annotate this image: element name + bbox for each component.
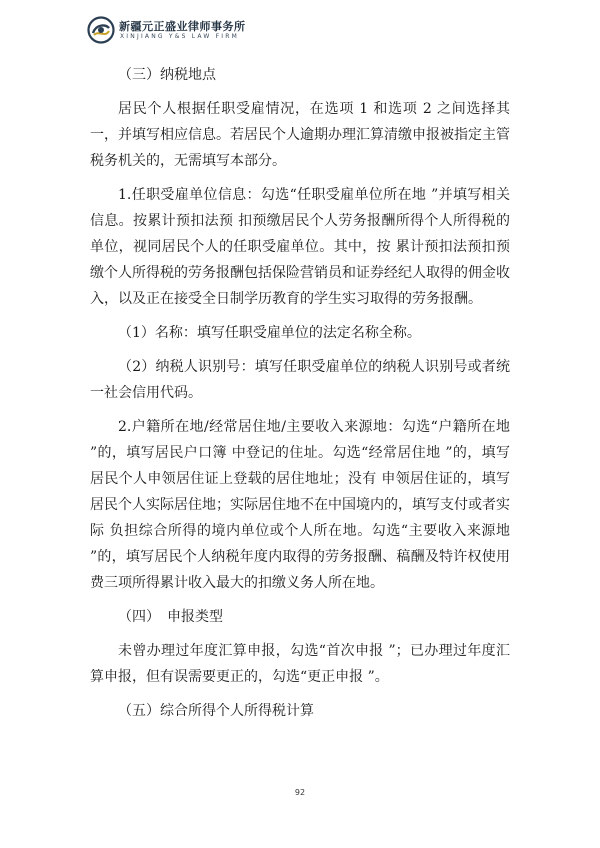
- section-heading-filing-type: （四） 申报类型: [118, 609, 223, 625]
- firm-name-en: XINJIANG Y&S LAW FIRM: [120, 33, 239, 40]
- firm-logo-icon: [87, 16, 115, 44]
- page-number: 92: [294, 788, 306, 797]
- section-heading-tax-calculation: （五）综合所得个人所得税计算: [118, 703, 314, 719]
- paragraph-filing-type: 未曾办理过年度汇算申报，勾选“首次申报 ”；已办理过年度汇算申报，但有误需要更正的，勾选“更正申报 ”。: [90, 643, 510, 685]
- firm-name-cn: 新疆元正盛业律师事务所: [119, 20, 246, 33]
- section-heading-tax-location: （三）纳税地点: [118, 67, 216, 83]
- paragraph-employer-name: （1）名称：填写任职受雇单位的法定名称全称。: [118, 325, 421, 341]
- paragraph-employer-taxid: （2）纳税人识别号：填写任职受雇单位的纳税人识别号或者统一社会信用代码。: [90, 359, 510, 401]
- document-body: [90, 62, 510, 724]
- paragraph-residence: 2.户籍所在地/经常居住地/主要收入来源地：勾选“户籍所在地 ”的，填写居民户口簿 中登记的住址。勾选“经常居住地 ”的，填写居民个人申领居住证上登载的居住地址；没有 申领居住证的，填写居民个人实际居住地；实际居住地不在中国境内的，填写支付或者实际 负担综合所得的境内单位或个人所在地。勾选“主要收入来源地 ”的，填写居民个人纳税年度内取得的劳务报酬、稿酬及特许权使用费三项所得累计收入最大的扣缴义务人所在地。: [90, 419, 510, 591]
- paragraph-employer-info: 1.任职受雇单位信息：勾选“任职受雇单位所在地 ”并填写相关信息。按累计预扣法预 扣预缴居民个人劳务报酬所得个人所得税的单位，视同居民个人的任职受雇单位。其中，按 累计预扣法预扣预缴个人所得税的劳务报酬包括保险营销员和证券经纪人取得的佣金收入，以及正在接受全日制学历教育的学生实习取得的劳务报酬。: [90, 187, 510, 307]
- paragraph-tax-location-intro: 居民个人根据任职受雇情况，在选项 1 和选项 2 之间选择其一，并填写相应信息。若居民个人逾期办理汇算清缴申报被指定主管税务机关的，无需填写本部分。: [90, 101, 510, 169]
- letterhead: [87, 16, 347, 50]
